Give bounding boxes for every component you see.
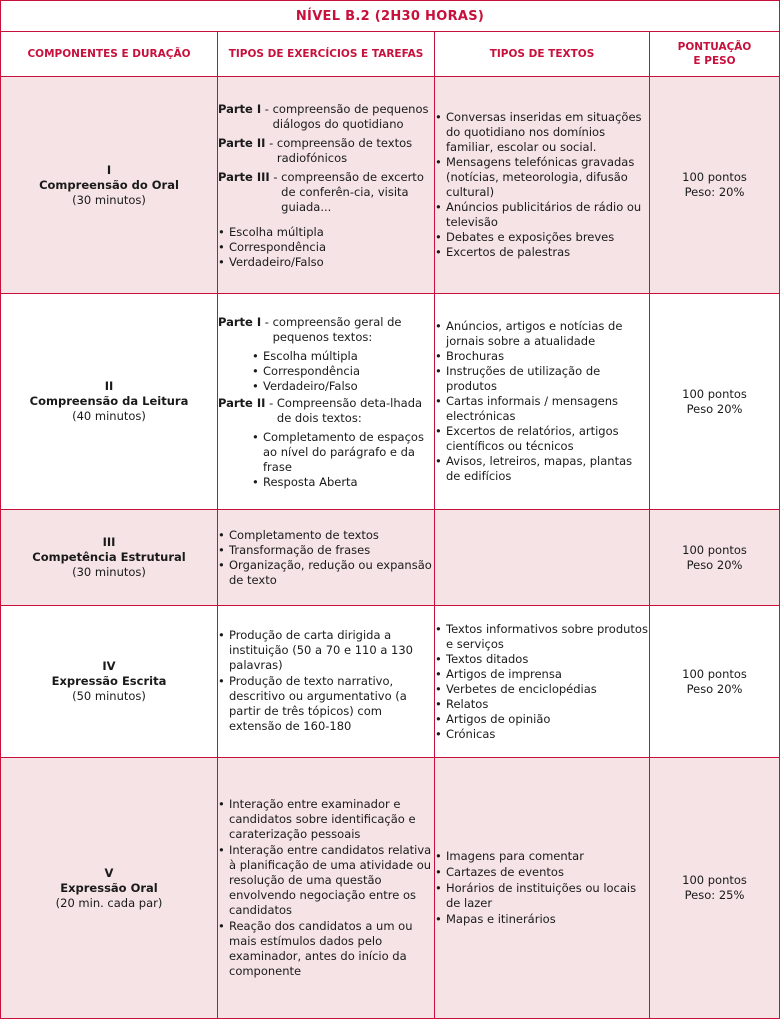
tasks-cell-1 — [218, 77, 435, 294]
component-duration: (50 minutos) — [72, 689, 146, 703]
list-item: • Produção de texto narrativo, descritivo ou argumentativo (a partir de três tópicos) com extensão de 160-180 — [218, 674, 434, 734]
component-cell-5 — [1, 758, 218, 1019]
points: 100 pontos — [682, 170, 747, 184]
list-item: • Completamento de espaços ao nível do parágrafo e da frase — [252, 430, 434, 475]
part-description: compreensão de excerto de conferên-cia, visita guiada... — [281, 170, 424, 214]
header-components: COMPONENTES E DURAÇÃO — [1, 32, 218, 77]
header-score-line1: PONTUAÇÃO — [677, 41, 752, 53]
part-label: Parte II — [218, 396, 266, 410]
header-score-line2: E PESO — [693, 55, 736, 67]
list-item: • Verbetes de enciclopédias — [435, 682, 649, 697]
sub-bullet-list — [252, 349, 434, 394]
score-cell-3 — [650, 510, 780, 606]
table-row-3 — [1, 510, 780, 606]
header-texts: TIPOS DE TEXTOS — [435, 32, 650, 77]
list-item: • Instruções de utilização de produtos — [435, 364, 649, 394]
list-item: • Organização, redução ou expansão de texto — [218, 558, 434, 588]
list-item: • Cartas informais / mensagens electrónicas — [435, 394, 649, 424]
list-item: • Textos informativos sobre produtos e serviços — [435, 622, 649, 652]
weight: Peso: 20% — [684, 185, 745, 199]
table-row-4 — [1, 606, 780, 758]
task-part: Parte I - compreensão geral de pequenos textos: — [218, 315, 434, 345]
component-name: Expressão Oral — [60, 880, 158, 895]
weight: Peso 20% — [686, 401, 743, 416]
list-item: • Interação entre candidatos relativa à planificação de uma atividade ou resolução de uma questão envolvendo negociação entre os candidatos — [218, 843, 434, 918]
score-cell-4 — [650, 606, 780, 758]
component-number: IV — [102, 659, 116, 673]
list-item: • Excertos de palestras — [435, 245, 649, 260]
part-description: compreensão de pequenos diálogos do quotidiano — [272, 102, 429, 131]
texts-cell-2 — [435, 294, 650, 510]
task-part: Parte I - compreensão de pequenos diálogos do quotidiano — [218, 102, 434, 132]
part-label: Parte I — [218, 315, 262, 329]
component-duration: (40 minutos) — [72, 409, 146, 423]
component-number: I — [106, 162, 112, 177]
list-item: • Imagens para comentar — [435, 849, 649, 864]
component-name: Expressão Escrita — [51, 674, 167, 688]
component-name: Competência Estrutural — [32, 550, 186, 564]
part-description: compreensão de textos radiofónicos — [276, 136, 413, 165]
score-cell-5 — [650, 758, 780, 1019]
task-bullet-list — [218, 628, 434, 734]
component-duration: (30 minutos) — [72, 192, 146, 207]
texts-cell-4 — [435, 606, 650, 758]
list-item: • Conversas inseridas em situações do quotidiano nos domínios familiar, escolar ou social. — [435, 110, 649, 155]
score-cell-1 — [650, 77, 780, 294]
list-item: • Interação entre examinador e candidatos sobre identificação e caraterização pessoais — [218, 797, 434, 842]
list-item: • Transformação de frases — [218, 543, 434, 558]
tasks-cell-3 — [218, 510, 435, 606]
part-label: Parte I — [218, 102, 262, 116]
tasks-cell-4 — [218, 606, 435, 758]
weight: Peso 20% — [686, 557, 743, 572]
list-item: • Relatos — [435, 697, 649, 712]
table-title: NÍVEL B.2 (2H30 HORAS) — [1, 1, 780, 32]
text-type-list — [435, 849, 649, 927]
task-bullet-list — [218, 528, 434, 588]
task-bullet-list — [218, 797, 434, 979]
tasks-cell-2 — [218, 294, 435, 510]
list-item: • Correspondência — [252, 364, 434, 379]
component-name: Compreensão da Leitura — [29, 394, 189, 408]
list-item: • Horários de instituições ou locais de lazer — [435, 881, 649, 911]
list-item: • Excertos de relatórios, artigos científicos ou técnicos — [435, 424, 649, 454]
list-item: • Artigos de imprensa — [435, 667, 649, 682]
part-description: compreensão geral de pequenos textos: — [272, 315, 402, 344]
text-type-list — [435, 622, 649, 742]
list-item: • Debates e exposições breves — [435, 230, 649, 245]
text-type-list — [435, 110, 649, 260]
table-row-5 — [1, 758, 780, 1019]
component-cell-3 — [1, 510, 218, 606]
component-duration: (20 min. cada par) — [55, 895, 163, 910]
list-item: • Brochuras — [435, 349, 649, 364]
part-description: Compreensão deta-lhada de dois textos: — [276, 396, 423, 425]
list-item: • Produção de carta dirigida a instituição (50 a 70 e 110 a 130 palavras) — [218, 628, 434, 673]
component-number: III — [102, 535, 116, 549]
component-cell-4 — [1, 606, 218, 758]
table-row-1 — [1, 77, 780, 294]
task-part: Parte II - compreensão de textos radiofónicos — [218, 136, 434, 166]
weight: Peso 20% — [686, 681, 743, 696]
list-item: • Escolha múltipla — [252, 349, 434, 364]
texts-cell-3 — [435, 510, 650, 606]
list-item: • Avisos, letreiros, mapas, plantas de edifícios — [435, 454, 649, 484]
list-item: • Correspondência — [218, 240, 434, 255]
component-number: II — [104, 379, 114, 393]
list-item: • Crónicas — [435, 727, 649, 742]
task-bullet-list — [218, 225, 434, 270]
points: 100 pontos — [682, 666, 747, 681]
list-item: • Textos ditados — [435, 652, 649, 667]
text-type-list — [435, 319, 649, 484]
list-item: • Cartazes de eventos — [435, 865, 649, 880]
weight: Peso: 25% — [684, 888, 745, 902]
texts-cell-1 — [435, 77, 650, 294]
texts-cell-5 — [435, 758, 650, 1019]
list-item: • Completamento de textos — [218, 528, 434, 543]
part-label: Parte II — [218, 136, 266, 150]
points: 100 pontos — [682, 542, 747, 557]
header-score — [650, 32, 780, 77]
component-number: V — [104, 865, 114, 880]
list-item: • Anúncios, artigos e notícias de jornais sobre a atualidade — [435, 319, 649, 349]
component-duration: (30 minutos) — [72, 565, 146, 579]
task-part: Parte III - compreensão de excerto de conferên-cia, visita guiada... — [218, 170, 434, 215]
sub-bullet-list — [252, 430, 434, 490]
component-name: Compreensão do Oral — [39, 177, 179, 192]
component-cell-1 — [1, 77, 218, 294]
component-cell-2 — [1, 294, 218, 510]
list-item: • Artigos de opinião — [435, 712, 649, 727]
task-part: Parte II - Compreensão deta-lhada de dois textos: — [218, 396, 434, 426]
list-item: • Resposta Aberta — [252, 475, 434, 490]
table-row-2 — [1, 294, 780, 510]
points: 100 pontos — [682, 386, 747, 401]
list-item: • Anúncios publicitários de rádio ou televisão — [435, 200, 649, 230]
list-item: • Escolha múltipla — [218, 225, 434, 240]
list-item: • Mensagens telefónicas gravadas (notícias, meteorologia, difusão cultural) — [435, 155, 649, 200]
list-item: • Mapas e itinerários — [435, 912, 649, 927]
points: 100 pontos — [682, 873, 747, 887]
score-cell-2 — [650, 294, 780, 510]
part-label: Parte III — [218, 170, 270, 184]
list-item: • Verdadeiro/Falso — [252, 379, 434, 394]
tasks-cell-5 — [218, 758, 435, 1019]
list-item: • Reação dos candidatos a um ou mais estímulos dados pelo examinador, antes do início da componente — [218, 919, 434, 979]
list-item: • Verdadeiro/Falso — [218, 255, 434, 270]
header-tasks: TIPOS DE EXERCÍCIOS E TAREFAS — [218, 32, 435, 77]
